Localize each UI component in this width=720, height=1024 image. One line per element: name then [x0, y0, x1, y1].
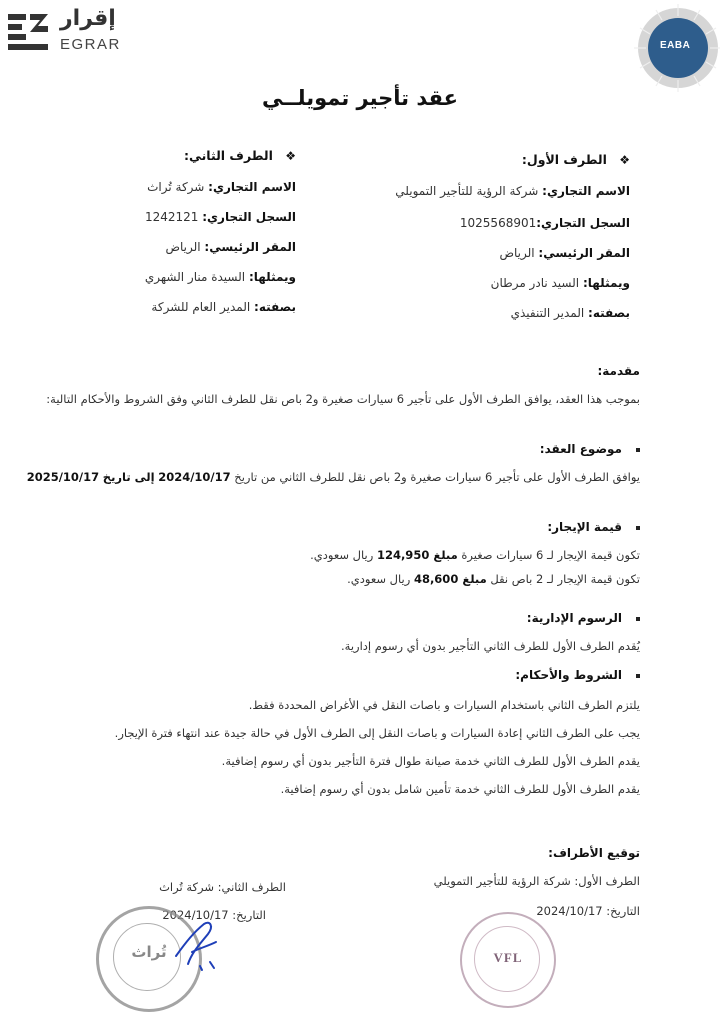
party-two-capacity-value: المدير العام للشركة: [151, 300, 251, 314]
rent-line-cars-amount: مبلغ 124,950: [376, 548, 458, 562]
rent-line-buses-text: تكون قيمة الإيجار لـ 2 باص نقل: [490, 572, 640, 586]
party-two-cr-label: السجل التجاري:: [202, 210, 296, 224]
signatures-section: [22, 846, 640, 860]
party-two-name-label: الاسم التجاري:: [208, 180, 296, 194]
subject-section: [22, 442, 640, 486]
rent-line-cars-text: تكون قيمة الإيجار لـ 6 سيارات صغيرة: [461, 548, 640, 562]
eaba-logo-text: EABA: [660, 40, 691, 51]
egrar-logo-arabic: إقرار: [60, 6, 116, 31]
terms-heading: الشروط والأحكام:: [515, 668, 622, 682]
diamond-bullet-icon: ❖: [619, 153, 630, 167]
intro-section: [22, 364, 640, 408]
party-one-signature-date: التاريخ: 2024/10/17: [536, 904, 640, 918]
party-one-rep-label: ويمثلها:: [582, 276, 630, 290]
eaba-logo: [630, 0, 720, 100]
party-one-capacity-value: المدير التنفيذي: [510, 306, 585, 320]
party-one-signature-line: الطرف الأول: شركة الرؤية للتأجير التمويلي: [433, 874, 640, 888]
terms-item: يجب على الطرف الثاني إعادة السيارات و باصات النقل إلى الطرف الأول في حالة جيدة عند انتهاء فترة الإيجار.: [114, 726, 640, 740]
square-bullet-icon: [636, 526, 640, 530]
fees-text: يُقدم الطرف الأول للطرف الثاني التأجير بدون أي رسوم إدارية.: [341, 639, 640, 653]
rent-heading: قيمة الإيجار:: [547, 520, 622, 534]
vfl-stamp-text: VFL: [493, 950, 523, 965]
subject-to-date: 2025/10/17: [26, 470, 100, 484]
vfl-stamp: [460, 912, 556, 1008]
terms-item: يلتزم الطرف الثاني باستخدام السيارات و باصات النقل في الأغراض المحددة فقط.: [248, 698, 640, 712]
fees-section: [22, 611, 640, 653]
egrar-logo: [4, 6, 144, 56]
party-two-hq-label: المقر الرئيسي:: [204, 240, 296, 254]
subject-heading: موضوع العقد:: [539, 442, 622, 456]
terms-item: يقدم الطرف الأول للطرف الثاني خدمة تأمين شامل بدون أي رسوم إضافية.: [280, 782, 640, 796]
diamond-bullet-icon: ❖: [285, 149, 296, 163]
square-bullet-icon: [636, 674, 640, 678]
subject-to-word: إلى تاريخ: [102, 470, 155, 484]
party-two-signature-date: التاريخ: 2024/10/17: [162, 908, 266, 922]
party-one-capacity-label: بصفته:: [588, 306, 630, 320]
party-two-heading: الطرف الثاني:: [183, 148, 273, 163]
page-title: عقد تأجير تمويلــي: [262, 86, 458, 110]
rent-line-buses-amount: مبلغ 48,600: [413, 572, 487, 586]
signatures-heading: توقيع الأطراف:: [548, 846, 640, 860]
subject-text-body: يوافق الطرف الأول على تأجير 6 سيارات صغيرة و2 باص نقل للطرف الثاني من تاريخ: [234, 470, 640, 484]
party-one-cr-label: السجل التجاري:: [536, 216, 630, 230]
subject-text: [22, 468, 640, 486]
party-one-name-label: الاسم التجاري:: [542, 184, 630, 198]
party-two-block: [36, 148, 296, 328]
intro-text: بموجب هذا العقد، يوافق الطرف الأول على تأجير 6 سيارات صغيرة و2 باص نقل للطرف الثاني وفق الشروط والأحكام التالية:: [46, 392, 640, 406]
party-two-signature-line: الطرف الثاني: شركة تُراث: [159, 880, 286, 894]
rent-section: [22, 520, 640, 586]
rent-line-cars-currency: ريال سعودي.: [310, 548, 374, 562]
party-one-heading: الطرف الأول:: [521, 152, 607, 167]
party-two-rep-value: السيدة منار الشهري: [144, 270, 246, 284]
party-one-hq-value: الرياض: [499, 246, 535, 260]
party-one-block: [330, 152, 630, 332]
party-two-rep-label: ويمثلها:: [248, 270, 296, 284]
party-one-cr-value: 1025568901: [459, 216, 537, 230]
intro-heading: مقدمة:: [597, 364, 640, 378]
handwritten-signature-icon: [170, 912, 230, 974]
egrar-logo-english: EGRAR: [60, 36, 121, 53]
rent-line-buses-currency: ريال سعودي.: [347, 572, 411, 586]
party-two-cr-value: 1242121: [144, 210, 199, 224]
rent-line-buses: [22, 572, 640, 586]
terms-section: [22, 668, 640, 796]
party-one-rep-value: السيد نادر مرطان: [490, 276, 580, 290]
party-two-name-value: شركة تُراث: [147, 180, 205, 194]
egrar-logo-icon: [4, 10, 52, 54]
terms-item: يقدم الطرف الأول للطرف الثاني خدمة صيانة طوال فترة التأجير بدون أي رسوم إضافية.: [221, 754, 640, 768]
party-one-name-value: شركة الرؤية للتأجير التمويلي: [395, 184, 539, 198]
party-two-hq-value: الرياض: [165, 240, 201, 254]
party-two-capacity-label: بصفته:: [254, 300, 296, 314]
rent-line-cars: [22, 548, 640, 562]
fees-heading: الرسوم الإدارية:: [526, 611, 622, 625]
party-one-hq-label: المقر الرئيسي:: [538, 246, 630, 260]
subject-from-date: 2024/10/17: [158, 470, 231, 484]
square-bullet-icon: [636, 617, 640, 621]
turath-stamp-text: تُراث: [131, 943, 167, 961]
square-bullet-icon: [636, 448, 640, 452]
